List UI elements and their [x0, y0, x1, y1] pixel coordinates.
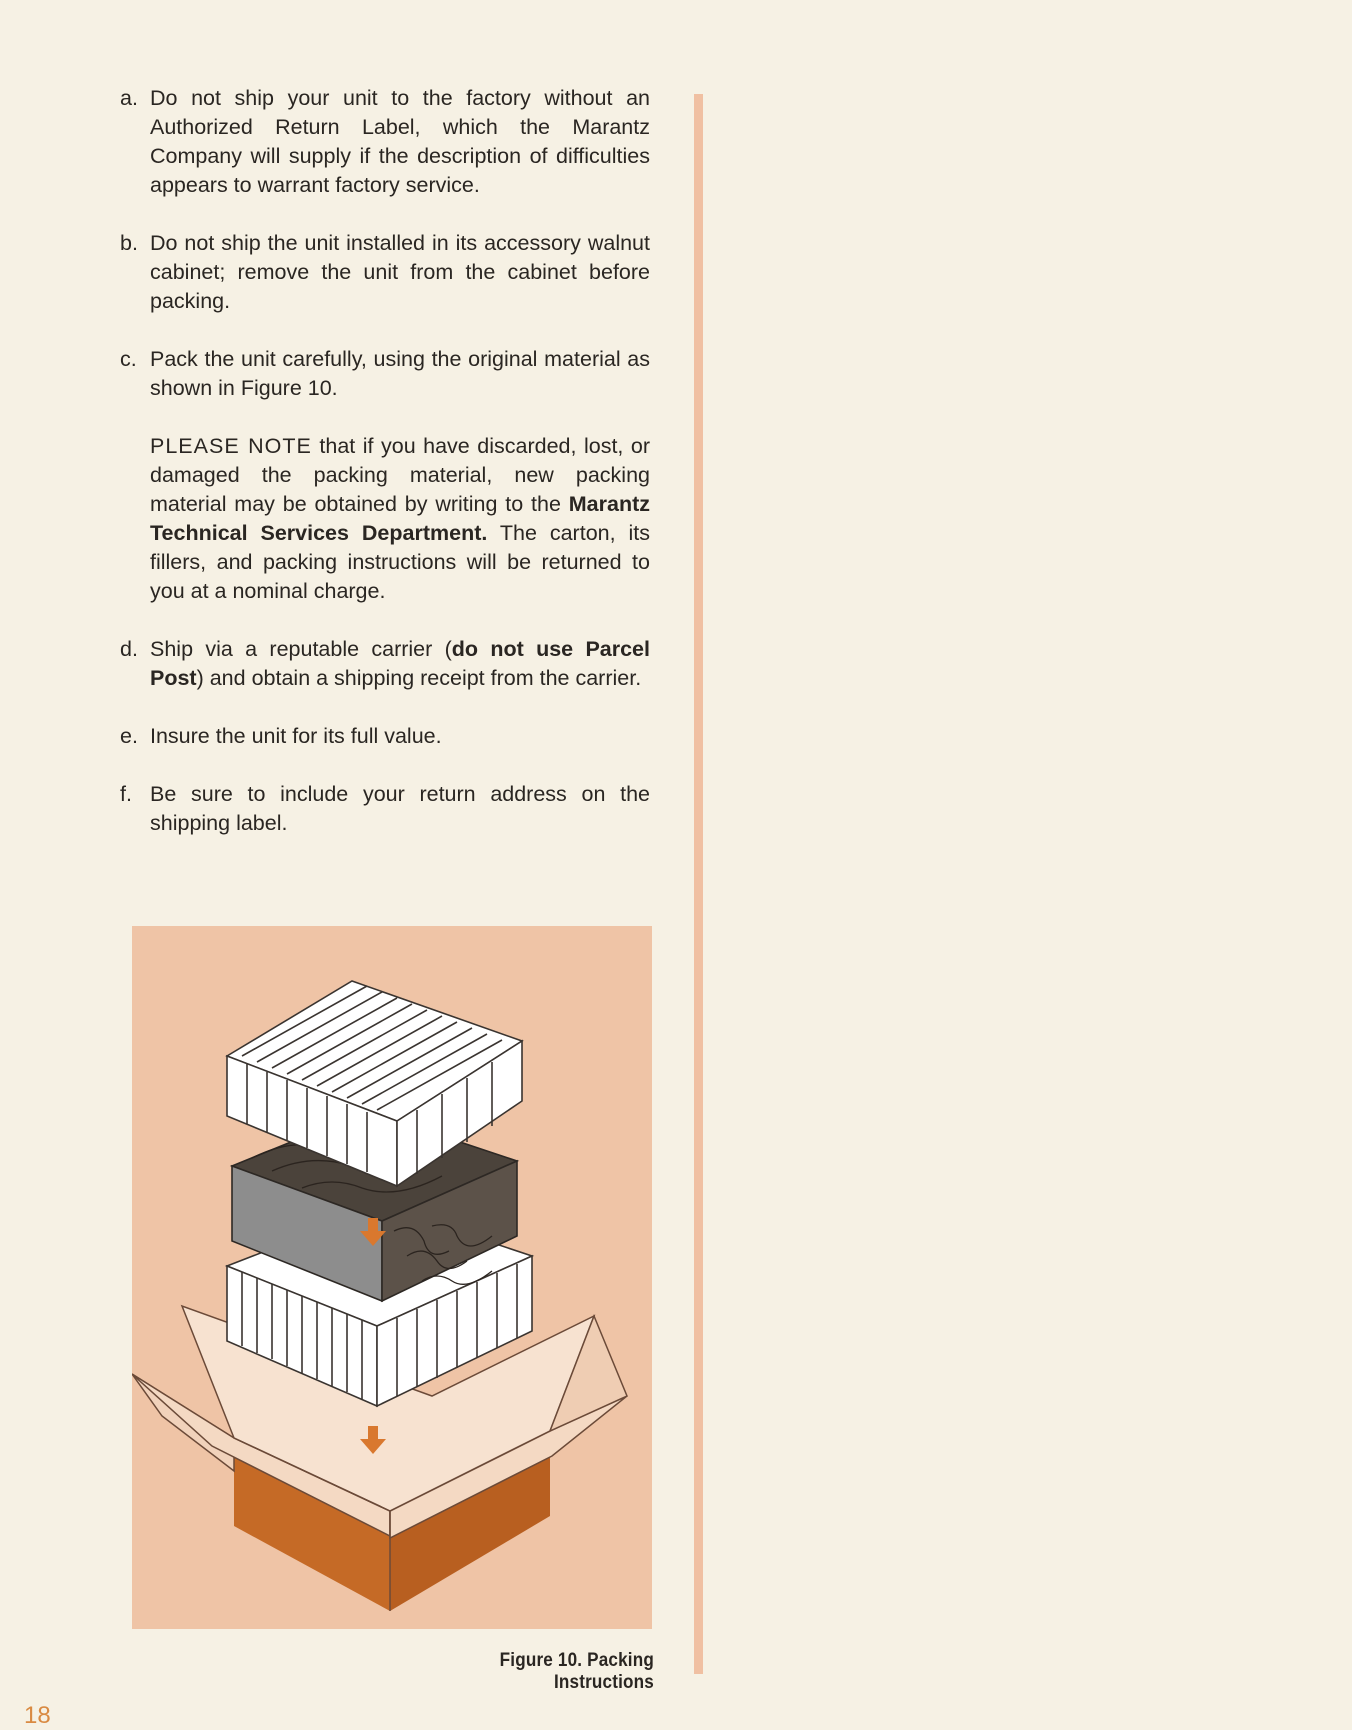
vertical-rule	[694, 94, 703, 1674]
page-number: 18	[24, 1702, 51, 1729]
figure-caption: Figure 10. Packing Instructions	[499, 1650, 654, 1693]
packing-figure	[132, 926, 652, 1629]
item-text-bold: do not use Parcel Post	[150, 637, 650, 690]
item-marker: a.	[120, 86, 138, 110]
note-lead: PLEASE NOTE	[150, 434, 312, 458]
list-item-e	[120, 722, 650, 751]
list-item-c	[120, 345, 650, 403]
list-item-a	[120, 84, 650, 200]
item-marker: f.	[120, 782, 132, 806]
packing-illustration	[132, 926, 652, 1629]
item-text: Do not ship the unit installed in its accessory walnut cabinet; remove the unit from the cabinet before packing.	[150, 231, 650, 313]
please-note-paragraph	[120, 432, 650, 606]
item-marker: d.	[120, 637, 138, 661]
note-text-1: that if you have discarded, lost, or damaged the packing material, new packing material may be obtained by writing to the	[150, 434, 650, 516]
list-item-d	[120, 635, 650, 693]
item-text: Insure the unit for its full value.	[150, 724, 442, 748]
item-marker: c.	[120, 347, 137, 371]
item-text-1: Ship via a reputable carrier (	[150, 637, 452, 661]
note-department: Marantz Technical Services Department.	[150, 492, 650, 545]
note-text-2: The carton, its fillers, and packing instructions will be returned to you at a nominal charge.	[150, 521, 651, 603]
item-marker: e.	[120, 724, 138, 748]
item-text-2: ) and obtain a shipping receipt from the carrier.	[196, 666, 642, 690]
item-marker: b.	[120, 231, 138, 255]
item-text: Be sure to include your return address on the shipping label.	[150, 782, 650, 835]
item-text: Do not ship your unit to the factory without an Authorized Return Label, which the Marantz Company will supply if the description of difficulties appears to warrant factory service.	[150, 86, 650, 197]
item-text: Pack the unit carefully, using the original material as shown in Figure 10.	[150, 347, 650, 400]
instruction-list	[120, 84, 650, 867]
list-item-f	[120, 780, 650, 838]
list-item-b	[120, 229, 650, 316]
